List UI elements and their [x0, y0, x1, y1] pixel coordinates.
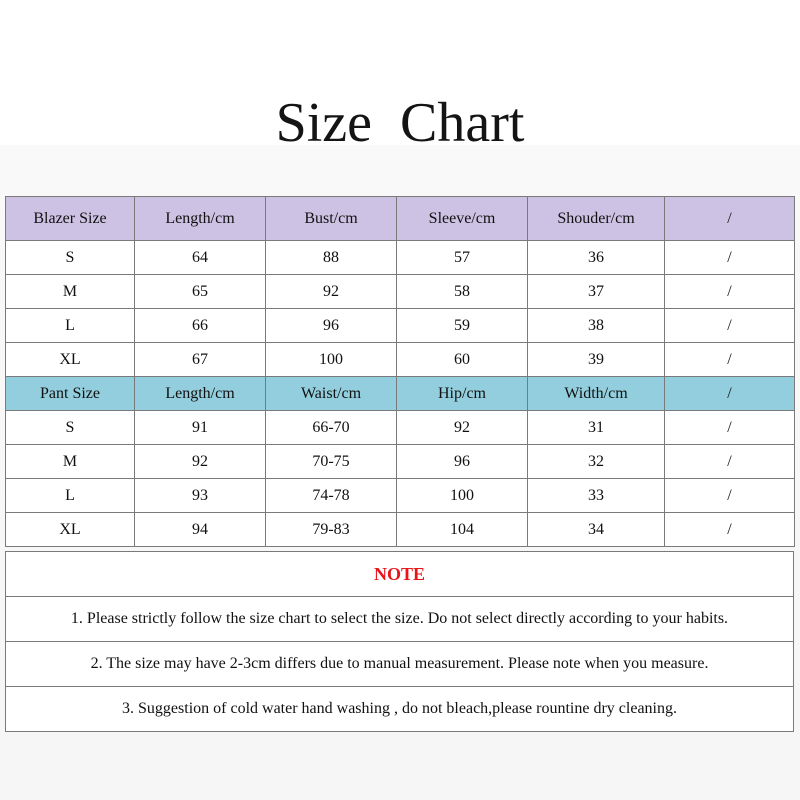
table-cell: / [665, 343, 795, 377]
table-cell: 94 [135, 513, 266, 547]
table-cell: 65 [135, 275, 266, 309]
header-cell: / [665, 377, 795, 411]
table-cell: 93 [135, 479, 266, 513]
table-cell: M [6, 275, 135, 309]
table-cell: 31 [528, 411, 665, 445]
table-cell: 100 [397, 479, 528, 513]
note-item: 2. The size may have 2-3cm differs due to manual measurement. Please note when you measure. [6, 642, 794, 687]
table-cell: 33 [528, 479, 665, 513]
table-cell: 60 [397, 343, 528, 377]
table-row [6, 411, 795, 445]
note-row [6, 597, 794, 642]
note-title: NOTE [6, 552, 794, 597]
table-cell: 38 [528, 309, 665, 343]
note-item: 1. Please strictly follow the size chart to select the size. Do not select directly according to your habits. [6, 597, 794, 642]
header-cell: Length/cm [135, 197, 266, 241]
table-row [6, 241, 795, 275]
table-cell: 79-83 [266, 513, 397, 547]
table-cell: 91 [135, 411, 266, 445]
header-cell: Sleeve/cm [397, 197, 528, 241]
note-row [6, 687, 794, 732]
table-cell: 32 [528, 445, 665, 479]
table-cell: 96 [397, 445, 528, 479]
page-title: Size Chart [275, 92, 525, 154]
table-cell: 57 [397, 241, 528, 275]
table-cell: 92 [135, 445, 266, 479]
table-cell: 96 [266, 309, 397, 343]
table-cell: / [665, 309, 795, 343]
table-cell: / [665, 411, 795, 445]
pant-header-row [6, 377, 795, 411]
header-cell: Pant Size [6, 377, 135, 411]
table-cell: 88 [266, 241, 397, 275]
header-cell: Length/cm [135, 377, 266, 411]
table-cell: S [6, 241, 135, 275]
table-cell: 58 [397, 275, 528, 309]
table-row [6, 479, 795, 513]
table-cell: 66 [135, 309, 266, 343]
blazer-header-row [6, 197, 795, 241]
note-title-row [6, 552, 794, 597]
header-cell: / [665, 197, 795, 241]
table-cell: L [6, 309, 135, 343]
table-cell: 92 [266, 275, 397, 309]
header-cell: Width/cm [528, 377, 665, 411]
header-cell: Waist/cm [266, 377, 397, 411]
table-cell: 100 [266, 343, 397, 377]
table-cell: 67 [135, 343, 266, 377]
table-cell: 34 [528, 513, 665, 547]
table-cell: 92 [397, 411, 528, 445]
table-cell: 66-70 [266, 411, 397, 445]
table-row [6, 445, 795, 479]
table-cell: / [665, 513, 795, 547]
header-cell: Hip/cm [397, 377, 528, 411]
note-item: 3. Suggestion of cold water hand washing , do not bleach,please rountine dry cleaning. [6, 687, 794, 732]
table-cell: 39 [528, 343, 665, 377]
table-cell: / [665, 479, 795, 513]
note-row [6, 642, 794, 687]
table-cell: 37 [528, 275, 665, 309]
header-cell: Blazer Size [6, 197, 135, 241]
table-cell: M [6, 445, 135, 479]
table-row [6, 309, 795, 343]
header-cell: Shouder/cm [528, 197, 665, 241]
table-cell: 36 [528, 241, 665, 275]
table-cell: 74-78 [266, 479, 397, 513]
table-cell: XL [6, 343, 135, 377]
table-row [6, 513, 795, 547]
header-cell: Bust/cm [266, 197, 397, 241]
table-cell: 104 [397, 513, 528, 547]
table-cell: / [665, 445, 795, 479]
table-cell: / [665, 241, 795, 275]
table-row [6, 343, 795, 377]
notes-table [5, 551, 794, 732]
table-cell: XL [6, 513, 135, 547]
size-table [5, 196, 795, 547]
table-cell: L [6, 479, 135, 513]
table-cell: 59 [397, 309, 528, 343]
table-cell: / [665, 275, 795, 309]
table-cell: S [6, 411, 135, 445]
table-cell: 70-75 [266, 445, 397, 479]
table-row [6, 275, 795, 309]
table-cell: 64 [135, 241, 266, 275]
